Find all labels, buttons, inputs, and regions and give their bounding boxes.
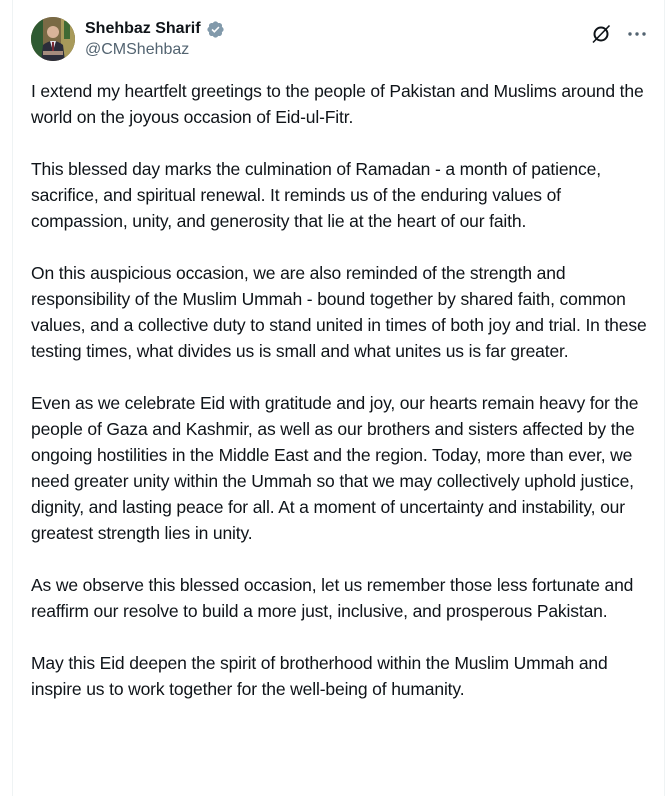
post-paragraph: May this Eid deepen the spirit of brotherhood within the Muslim Ummah and inspire us to work together for the well-being of humanity. [31, 653, 608, 699]
grok-icon[interactable] [590, 23, 612, 45]
post-paragraph: On this auspicious occasion, we are also reminded of the strength and responsibility of the Muslim Ummah - bound together by shared faith, common values, and a collective duty to stand united in times of both joy and trial. In these testing times, what divides us is small and what unites us is far greater. [31, 263, 647, 361]
post-paragraph: Even as we celebrate Eid with gratitude and joy, our hearts remain heavy for the people of Gaza and Kashmir, as well as our brothers and sisters affected by the ongoing hostilities in the Middle East and the region. Today, more than ever, we need greater unity within the Ummah so that we may collectively uphold justice, dignity, and lasting peace for all. At a moment of uncertainty and instability, our greatest strength lies in unity. [31, 393, 639, 543]
avatar[interactable] [31, 17, 75, 61]
post-paragraph: I extend my heartfelt greetings to the people of Pakistan and Muslims around the world on the joyous occasion of Eid-ul-Fitr. [31, 81, 644, 127]
author-display-name[interactable]: Shehbaz Sharif [85, 20, 201, 37]
profile-photo-icon [31, 17, 75, 61]
more-horizontal-icon[interactable] [626, 23, 648, 45]
post-paragraph: As we observe this blessed occasion, let us remember those less fortunate and reaffirm our resolve to build a more just, inclusive, and prosperous Pakistan. [31, 575, 634, 621]
header-actions [590, 23, 648, 45]
author-info [85, 19, 225, 60]
post-header [31, 17, 648, 63]
author-handle[interactable]: @CMShehbaz [85, 41, 190, 58]
verified-badge-icon[interactable] [206, 20, 225, 39]
name-row [85, 19, 225, 39]
post-text [31, 78, 656, 702]
post-paragraph: This blessed day marks the culmination of Ramadan - a month of patience, sacrifice, and spiritual renewal. It reminds us of the enduring values of compassion, unity, and generosity that lie at the heart of our faith. [31, 159, 601, 231]
post-card [12, 0, 665, 796]
